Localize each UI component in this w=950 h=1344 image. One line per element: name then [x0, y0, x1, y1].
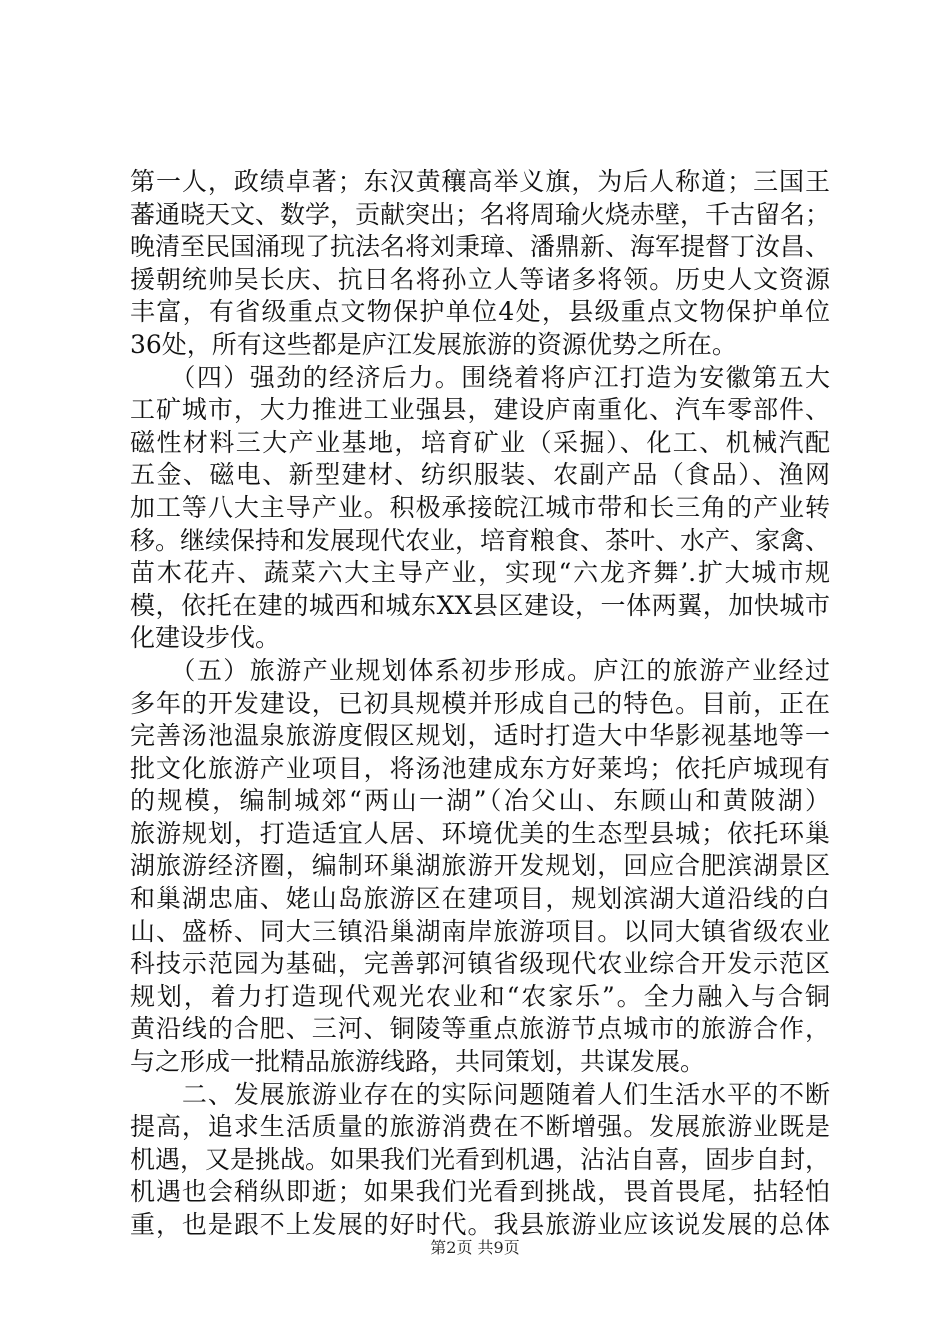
text-line: 和巢湖忠庙、姥山岛旅游区在建项目，规划滨湖大道沿线的白: [130, 884, 830, 914]
page-number: 第2页 共9页: [430, 1238, 520, 1257]
text-line: 完善汤池温泉旅游度假区规划，适时打造大中华影视基地等一: [130, 721, 830, 751]
text-line: 科技示范园为基础，完善郭河镇省级现代农业综合开发示范区: [130, 949, 830, 979]
document-body: [130, 166, 830, 1242]
text-line: 规划，着力打造现代观光农业和“农家乐”。全力融入与合铜: [130, 981, 830, 1011]
text-line: （四）强劲的经济后力。围绕着将庐江打造为安徽第五大: [130, 362, 830, 392]
text-line: 模，依托在建的城西和城东XX县区建设，一体两翼，加快城市: [130, 590, 830, 620]
text-line: 援朝统帅吴长庆、抗日名将孙立人等诸多将领。历史人文资源: [130, 264, 830, 294]
text-line: 36处，所有这些都是庐江发展旅游的资源优势之所在。: [130, 329, 737, 359]
text-line: 重，也是跟不上发展的好时代。我县旅游业应该说发展的总体: [130, 1210, 830, 1239]
text-line: 丰富，有省级重点文物保护单位4处，县级重点文物保护单位: [130, 297, 830, 327]
text-line: 蕃通晓天文、数学，贡献突出；名将周瑜火烧赤壁，千古留名；: [130, 199, 831, 229]
text-line: 五金、磁电、新型建材、纺织服装、农副产品（食品）、渔网: [130, 460, 830, 490]
text-line: 加工等八大主导产业。积极承接皖江城市带和长三角的产业转: [130, 492, 830, 522]
text-line: （五）旅游产业规划体系初步形成。庐江的旅游产业经过: [130, 655, 830, 685]
text-line: 移。继续保持和发展现代农业，培育粮食、茶叶、水产、家禽、: [130, 525, 831, 555]
text-line: 与之形成一批精品旅游线路，共同策划，共谋发展。: [130, 1047, 706, 1077]
text-line: 第一人，政绩卓著；东汉黄穰高举义旗，为后人称道；三国王: [130, 167, 830, 196]
text-line: 黄沿线的合肥、三河、铜陵等重点旅游节点城市的旅游合作，: [130, 1014, 830, 1044]
text-line: 化建设步伐。: [130, 623, 281, 653]
text-line: 机遇，又是挑战。如果我们光看到机遇，沾沾自喜，固步自封，: [130, 1144, 831, 1174]
text-line: 二、发展旅游业存在的实际问题随着人们生活水平的不断: [130, 1079, 830, 1109]
text-line: 旅游规划，打造适宜人居、环境优美的生态型县城；依托环巢: [130, 818, 830, 848]
text-line: 山、盛桥、同大三镇沿巢湖南岸旅游项目。以同大镇省级农业: [130, 916, 830, 946]
text-line: 批文化旅游产业项目，将汤池建成东方好莱坞；依托庐城现有: [130, 753, 830, 783]
text-line: 晚清至民国涌现了抗法名将刘秉璋、潘鼎新、海军提督丁汝昌、: [130, 232, 831, 262]
text-line: 苗木花卉、蔬菜六大主导产业，实现“六龙齐舞’.扩大城市规: [130, 558, 830, 588]
text-line: 提高，追求生活质量的旅游消费在不断增强。发展旅游业既是: [130, 1112, 830, 1142]
text-line: 湖旅游经济圈，编制环巢湖旅游开发规划，回应合肥滨湖景区: [130, 851, 830, 881]
text-line: 多年的开发建设，已初具规模并形成自己的特色。目前，正在: [130, 688, 830, 718]
text-line: 的规模，编制城郊“两山一湖”（冶父山、东顾山和黄陂湖）: [130, 786, 830, 816]
text-line: 工矿城市，大力推进工业强县，建设庐南重化、汽车零部件、: [130, 395, 830, 425]
text-line: 机遇也会稍纵即逝；如果我们光看到挑战，畏首畏尾，拈轻怕: [130, 1177, 830, 1207]
text-line: 磁性材料三大产业基地，培育矿业（采掘）、化工、机械汽配: [130, 427, 830, 457]
